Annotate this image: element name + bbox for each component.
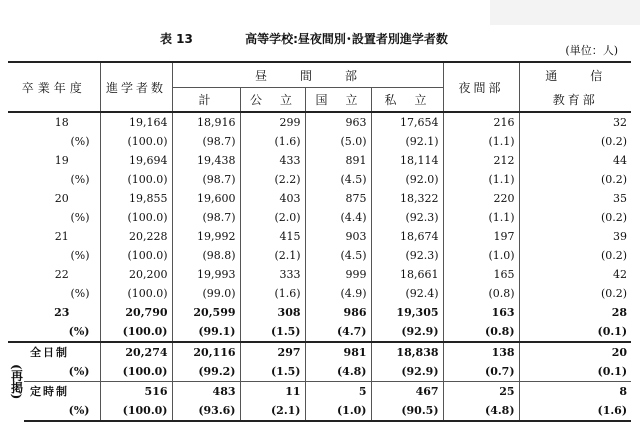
value-cell: 891 [305, 151, 371, 170]
pct-cell: (98.7) [172, 208, 240, 227]
table-row [8, 227, 631, 246]
table-row-pct [8, 322, 631, 342]
value-cell: 19,992 [172, 227, 240, 246]
pct-cell: (1.6) [240, 132, 305, 151]
value-cell: 299 [240, 112, 305, 132]
value-cell: 467 [371, 382, 443, 402]
table-row-pct [8, 170, 631, 189]
spacer-cell [8, 265, 24, 284]
pct-cell: (1.1) [443, 208, 519, 227]
pct-cell: (4.5) [305, 246, 371, 265]
pct-cell: (0.1) [519, 322, 631, 342]
pct-cell: (90.5) [371, 401, 443, 421]
table-title-text: 高等学校:昼夜間別･設置者別進学者数 [245, 32, 448, 46]
value-cell: 403 [240, 189, 305, 208]
year-cell: 19 [54, 154, 69, 167]
table-row [8, 265, 631, 284]
pct-label: (%) [70, 287, 90, 300]
pct-cell: (0.2) [519, 284, 631, 303]
pct-cell: (0.1) [519, 362, 631, 382]
table-row [8, 303, 631, 322]
pct-label: (%) [70, 173, 90, 186]
header-shiritsu: 私 立 [371, 88, 443, 113]
value-cell: 44 [519, 151, 631, 170]
pct-cell: (1.5) [240, 322, 305, 342]
year-cell: 20 [54, 192, 69, 205]
value-cell: 18,114 [371, 151, 443, 170]
pct-cell: (92.3) [371, 208, 443, 227]
pct-cell: (98.7) [172, 132, 240, 151]
saikei-name: 全日制 [24, 342, 100, 362]
value-cell: 20,116 [172, 342, 240, 362]
value-cell: 11 [240, 382, 305, 402]
pct-cell: (0.8) [443, 284, 519, 303]
pct-cell: (92.9) [371, 362, 443, 382]
value-cell: 308 [240, 303, 305, 322]
pct-cell: (5.0) [305, 132, 371, 151]
value-cell: 25 [443, 382, 519, 402]
table-row-pct [8, 284, 631, 303]
pct-cell: (92.1) [371, 132, 443, 151]
pct-cell: (100.0) [100, 246, 172, 265]
value-cell: 19,305 [371, 303, 443, 322]
value-cell: 297 [240, 342, 305, 362]
header-kei: 計 [172, 88, 240, 113]
spacer-cell [8, 246, 24, 265]
pct-cell: (99.2) [172, 362, 240, 382]
value-cell: 8 [519, 382, 631, 402]
table-number: 表 13 [160, 32, 193, 46]
value-cell: 20,790 [100, 303, 172, 322]
table-body [8, 112, 631, 421]
value-cell: 999 [305, 265, 371, 284]
pct-cell: (98.8) [172, 246, 240, 265]
table-row [8, 151, 631, 170]
value-cell: 35 [519, 189, 631, 208]
saikei-row-pct [8, 401, 631, 421]
spacer-cell [8, 189, 24, 208]
pct-cell: (100.0) [100, 401, 172, 421]
pct-cell: (98.7) [172, 170, 240, 189]
value-cell: 20,274 [100, 342, 172, 362]
value-cell: 19,600 [172, 189, 240, 208]
pct-cell: (1.6) [519, 401, 631, 421]
value-cell: 516 [100, 382, 172, 402]
spacer-cell [8, 112, 24, 132]
pct-cell: (2.1) [240, 401, 305, 421]
corner-decoration [490, 0, 640, 25]
spacer-cell [8, 227, 24, 246]
value-cell: 28 [519, 303, 631, 322]
value-cell: 333 [240, 265, 305, 284]
value-cell: 19,694 [100, 151, 172, 170]
pct-cell: (0.2) [519, 246, 631, 265]
pct-cell: (100.0) [100, 170, 172, 189]
pct-cell: (4.4) [305, 208, 371, 227]
table-row-pct [8, 246, 631, 265]
header-tsushin-1: 通 信 [519, 62, 631, 88]
pct-cell: (1.1) [443, 132, 519, 151]
value-cell: 20,599 [172, 303, 240, 322]
table-title [160, 30, 448, 47]
pct-cell: (100.0) [100, 208, 172, 227]
pct-cell: (92.9) [371, 322, 443, 342]
value-cell: 20 [519, 342, 631, 362]
value-cell: 32 [519, 112, 631, 132]
value-cell: 17,654 [371, 112, 443, 132]
header-kokuritsu: 国 立 [305, 88, 371, 113]
value-cell: 415 [240, 227, 305, 246]
header-yakan: 夜間部 [443, 62, 519, 112]
pct-label: (%) [24, 401, 100, 421]
pct-cell: (1.6) [240, 284, 305, 303]
statistics-table [8, 61, 631, 422]
table-row-pct [8, 132, 631, 151]
value-cell: 981 [305, 342, 371, 362]
spacer-cell [8, 170, 24, 189]
pct-cell: (0.2) [519, 170, 631, 189]
pct-cell: (4.5) [305, 170, 371, 189]
value-cell: 212 [443, 151, 519, 170]
header-shingaku: 進学者数 [100, 62, 172, 112]
pct-cell: (0.2) [519, 208, 631, 227]
value-cell: 220 [443, 189, 519, 208]
saikei-row [8, 342, 631, 362]
pct-cell: (93.6) [172, 401, 240, 421]
value-cell: 433 [240, 151, 305, 170]
value-cell: 903 [305, 227, 371, 246]
table-row-pct [8, 208, 631, 227]
value-cell: 18,661 [371, 265, 443, 284]
year-cell: 21 [54, 230, 69, 243]
value-cell: 165 [443, 265, 519, 284]
header-chukan: 昼 間 部 [172, 62, 443, 88]
pct-label: (%) [70, 135, 90, 148]
value-cell: 42 [519, 265, 631, 284]
value-cell: 19,855 [100, 189, 172, 208]
header-tsushin-2: 教育部 [519, 88, 631, 113]
saikei-name: 定時制 [24, 382, 100, 402]
pct-cell: (1.0) [443, 246, 519, 265]
value-cell: 19,164 [100, 112, 172, 132]
value-cell: 18,916 [172, 112, 240, 132]
header-year: 卒業年度 [8, 62, 100, 112]
pct-cell: (92.4) [371, 284, 443, 303]
spacer-cell [8, 322, 24, 342]
value-cell: 18,674 [371, 227, 443, 246]
value-cell: 197 [443, 227, 519, 246]
spacer-cell [8, 284, 24, 303]
pct-cell: (100.0) [100, 132, 172, 151]
value-cell: 875 [305, 189, 371, 208]
pct-cell: (0.7) [443, 362, 519, 382]
unit-label: (単位：人) [565, 44, 618, 57]
saikei-row-pct [8, 362, 631, 382]
spacer-cell [8, 132, 24, 151]
pct-cell: (0.2) [519, 132, 631, 151]
value-cell: 20,200 [100, 265, 172, 284]
value-cell: 163 [443, 303, 519, 322]
pct-cell: (99.0) [172, 284, 240, 303]
pct-label: (%) [68, 325, 90, 338]
value-cell: 19,993 [172, 265, 240, 284]
pct-cell: (1.0) [305, 401, 371, 421]
pct-cell: (2.0) [240, 208, 305, 227]
pct-cell: (92.3) [371, 246, 443, 265]
pct-cell: (100.0) [100, 322, 172, 342]
pct-cell: (2.2) [240, 170, 305, 189]
saikei-label: (再掲) [8, 342, 24, 421]
pct-cell: (100.0) [100, 362, 172, 382]
value-cell: 18,322 [371, 189, 443, 208]
pct-cell: (4.8) [305, 362, 371, 382]
table-row [8, 112, 631, 132]
pct-cell: (1.5) [240, 362, 305, 382]
value-cell: 19,438 [172, 151, 240, 170]
pct-cell: (4.8) [443, 401, 519, 421]
pct-cell: (1.1) [443, 170, 519, 189]
spacer-cell [8, 303, 24, 322]
pct-cell: (92.0) [371, 170, 443, 189]
spacer-cell [8, 208, 24, 227]
pct-cell: (4.7) [305, 322, 371, 342]
value-cell: 963 [305, 112, 371, 132]
pct-cell: (0.8) [443, 322, 519, 342]
value-cell: 18,838 [371, 342, 443, 362]
pct-cell: (100.0) [100, 284, 172, 303]
pct-label: (%) [70, 249, 90, 262]
year-cell: 18 [24, 112, 100, 132]
saikei-row [8, 382, 631, 402]
year-cell: 23 [54, 306, 70, 319]
value-cell: 216 [443, 112, 519, 132]
spacer-cell [8, 151, 24, 170]
value-cell: 20,228 [100, 227, 172, 246]
table-row [8, 189, 631, 208]
value-cell: 39 [519, 227, 631, 246]
year-cell: 22 [54, 268, 69, 281]
value-cell: 5 [305, 382, 371, 402]
pct-label: (%) [70, 211, 90, 224]
value-cell: 483 [172, 382, 240, 402]
pct-cell: (4.9) [305, 284, 371, 303]
pct-cell: (99.1) [172, 322, 240, 342]
value-cell: 986 [305, 303, 371, 322]
pct-label: (%) [68, 365, 90, 378]
header-kouritsu: 公 立 [240, 88, 305, 113]
value-cell: 138 [443, 342, 519, 362]
pct-cell: (2.1) [240, 246, 305, 265]
